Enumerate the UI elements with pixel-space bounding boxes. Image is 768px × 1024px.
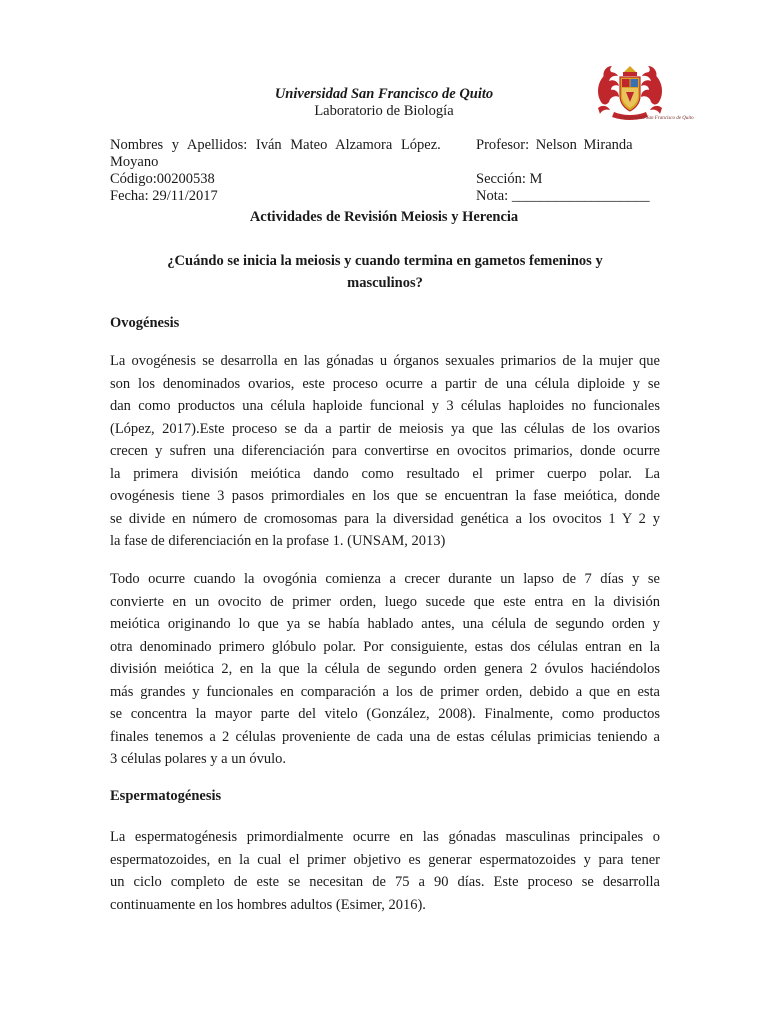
paragraph-line: La espermatogénesis primordialmente ocurre en las gónadas masculinas principales o <box>110 829 660 845</box>
paragraph-line: otra denominado primero glóbulo polar. Por consiguiente, estas dos células entran en la <box>110 638 660 655</box>
paragraph-line: (López, 2017).Este proceso se da a partir de meiosis ya que las células de los ovarios <box>110 420 660 437</box>
section: Sección: M <box>476 171 543 187</box>
paragraph-line: La ovogénesis se desarrolla en las gónadas u órganos sexuales primarios de la mujer que <box>110 353 660 369</box>
student-names-continued: Moyano <box>110 154 159 170</box>
question-heading: ¿Cuándo se inicia la meiosis y cuando termina en gametos femeninos y masculinos? <box>167 253 603 291</box>
paragraph-line: convierte en un ovocito de primer orden, luego sucede que este entra en la división <box>110 593 660 610</box>
section-title-ovogenesis: Ovogénesis <box>110 315 180 331</box>
paragraph-line: continuamente en los hombres adultos (Esimer, 2016). <box>110 896 426 913</box>
paragraph-line: se concentra la mayor parte del vitelo (González, 2008). Finalmente, como productos <box>110 706 660 722</box>
paragraph-line: espermatozoides, en la cual el primer objetivo es generar espermatozoides y para tener <box>110 851 660 868</box>
paragraph-line: finales tenemos a 2 células proveniente de cada una de estas células primicias teniendo a <box>110 728 660 745</box>
lab-name: Laboratorio de Biología <box>314 103 454 119</box>
grade-field: Nota: ___________________ <box>476 188 650 204</box>
paragraph-line: la fase de diferenciación en la profase 1. (UNSAM, 2013) <box>110 533 446 549</box>
paragraph-line: más grandes y funcionales en comparación a los de primer orden, debido a que en esta <box>110 683 660 700</box>
paragraph-ovogenesis-1 <box>110 350 660 553</box>
professor-name: Profesor: Nelson Miranda <box>476 137 633 153</box>
paragraph-line: meiótica originando lo que ya se había hablado antes, una célula de segundo orden y <box>110 616 660 632</box>
date: Fecha: 29/11/2017 <box>110 188 218 204</box>
paragraph-line: la primera división meiótica dando como resultado el primer cuerpo polar. La <box>110 465 660 482</box>
student-names: Nombres y Apellidos: Iván Mateo Alzamora López. <box>110 137 441 153</box>
section-title-espermatogenesis: Espermatogénesis <box>110 788 222 804</box>
logo-caption: Universidad San Francisco de Quito <box>620 116 694 121</box>
paragraph-line: crecen y sufren una diferenciación para convertirse en ovocitos primarios, donde ocurre <box>110 443 660 459</box>
paragraph-line: se divide en número de cromosomas para la diversidad genética a los ovocitos 1 Y 2 y <box>110 510 660 527</box>
activity-title: Actividades de Revisión Meiosis y Herencia <box>249 209 519 225</box>
paragraph-line: son los denominados ovarios, este proceso ocurre a partir de una célula diploide y se <box>110 375 660 392</box>
paragraph-line: división meiótica 2, en la que la célula de segundo orden genera 2 óvulos haciéndolos <box>110 661 660 677</box>
paragraph-line: Todo ocurre cuando la ovogónia comienza a crecer durante un lapso de 7 días y se <box>110 571 660 587</box>
paragraph-espermatogenesis-1 <box>110 826 660 916</box>
university-name: Universidad San Francisco de Quito <box>274 86 494 102</box>
paragraph-line: 3 células polares y a un óvulo. <box>110 751 286 767</box>
paragraph-line: ovogénesis tiene 3 pasos primordiales en los que se encuentran la fase meiótica, donde <box>110 488 660 504</box>
paragraph-line: dan como productos una célula haploide funcional y 3 células haploides no funcionales <box>110 398 660 414</box>
paragraph-line: un ciclo completo de este se necesitan de 75 a 90 días. Este proceso se desarrolla <box>110 874 660 890</box>
student-code: Código:00200538 <box>110 171 215 187</box>
paragraph-ovogenesis-2 <box>110 568 660 771</box>
